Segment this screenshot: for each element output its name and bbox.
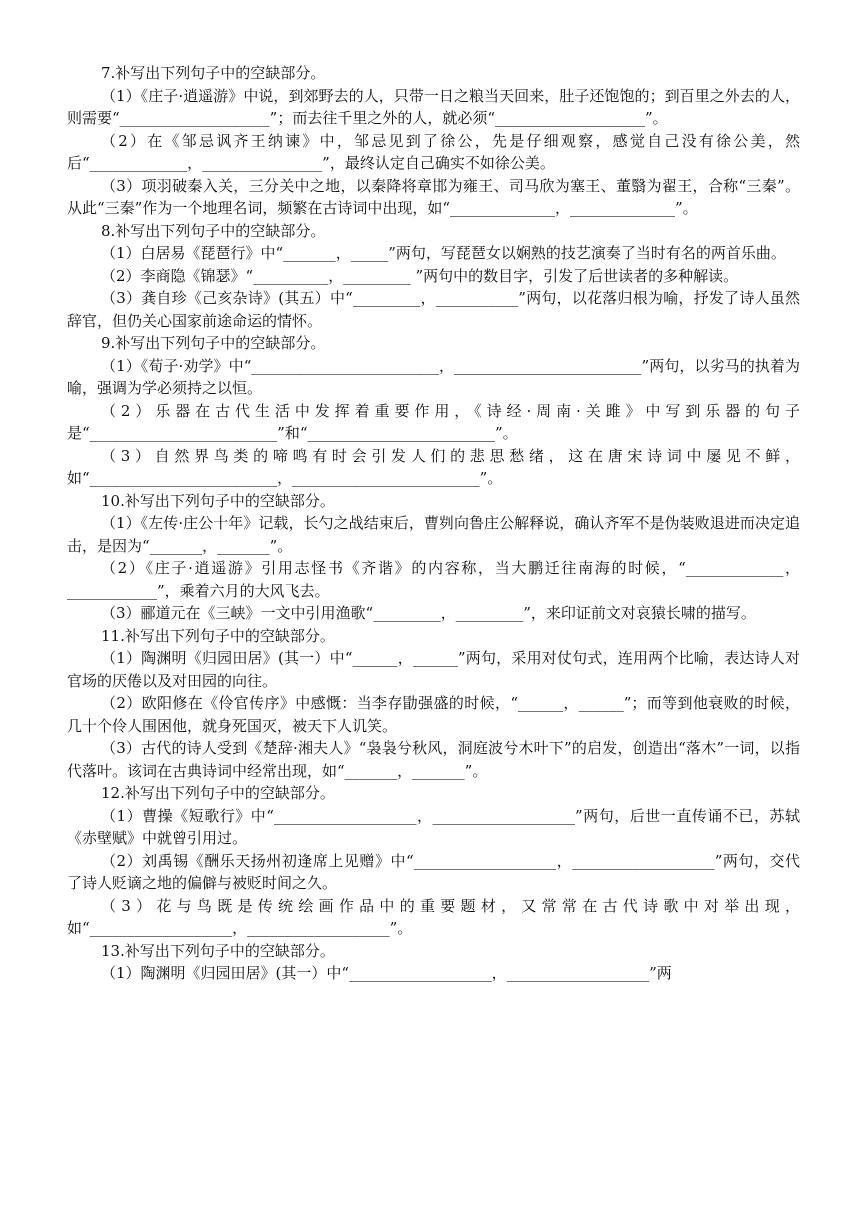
- question-heading: 13.补写出下列句子中的空缺部分。: [101, 941, 335, 960]
- question-13: [67, 940, 800, 985]
- question-7: [67, 62, 800, 220]
- question-11: [67, 625, 800, 783]
- question-item: （3）自然界鸟类的啼鸣有时会引发人们的悲思愁绪，这在唐宋诗词中屡见不鲜，如“_________________________，_________________________”。: [67, 446, 800, 487]
- question-item: （1）陶渊明《归园田居》(其一）中“___________________，___________________”两: [101, 964, 672, 982]
- question-10: [67, 490, 800, 625]
- question-item: （2）李商隐《锦瑟》“__________，_________ ”两句中的数目字，引发了后世读者的多种解读。: [101, 266, 739, 285]
- question-list: [67, 62, 800, 985]
- question-item: （2）《庄子·逍遥游》引用志怪书《齐谐》的内容称，当大鹏迁往南海的时候，“_____________，____________”，乘着六月的大风飞去。: [67, 559, 800, 600]
- question-item: （3）花与鸟既是传统绘画作品中的重要题材，又常常在古代诗歌中对举出现，如“___________________，___________________”。: [67, 896, 800, 937]
- question-item: （2）欧阳修在《伶官传序》中感慨：当李存勖强盛的时候，“______，______”；而等到他衰败的时候，几十个伶人围困他，就身死国灭，被天下人讥笑。: [67, 694, 800, 735]
- question-item: （3）古代的诗人受到《楚辞·湘夫人》“袅袅兮秋风，洞庭波兮木叶下”的启发，创造出“落木”一词，以指代落叶。该词在古典诗词中经常出现，如“_______，_______”。: [67, 739, 800, 780]
- question-item: （1）《左传·庄公十年》记载，长勺之战结束后，曹刿向鲁庄公解释说，确认齐军不是伪装败退进而决定追击，是因为“_______，_______”。: [67, 514, 800, 555]
- question-item: （1）《荀子·劝学》中“_________________________，_________________________”两句，以劣马的执着为喻，强调为学必须持之以恒。: [67, 356, 800, 397]
- question-heading: 12.补写出下列句子中的空缺部分。: [101, 784, 335, 802]
- question-8: [67, 220, 800, 333]
- question-item: （2）在《邹忌讽齐王纳谏》中，邹忌见到了徐公，先是仔细观察，感觉自己没有徐公美，然后“_____________，________________”，最终认定自己确实不如徐公美。: [67, 131, 800, 172]
- question-item: （3）郦道元在《三峡》一文中引用渔歌“_________，_________”，来印证前文对哀猿长啸的描写。: [101, 604, 756, 622]
- question-heading: 8.补写出下列句子中的空缺部分。: [101, 221, 326, 240]
- question-item: （1）《庄子·逍遥游》中说，到郊野去的人，只带一日之粮当天回来，肚子还饱饱的；到百里之外去的人，则需要“____________________”；而去往千里之外的人，就必须“____________________”。: [67, 86, 800, 127]
- question-item: （3）项羽破秦入关，三分关中之地，以秦降将章邯为雍王、司马欣为塞王、董翳为翟王，合称“三秦”。从此“三秦”作为一个地理名词，频繁在古诗词中出现，如“______________，______________”。: [67, 176, 800, 217]
- question-heading: 10.补写出下列句子中的空缺部分。: [101, 491, 335, 510]
- question-item: （3）龚自珍《己亥杂诗》(其五）中“_________，___________”两句，以花落归根为喻，抒发了诗人虽然辞官，但仍关心国家前途命运的情怀。: [67, 289, 800, 330]
- question-heading: 7.补写出下列句子中的空缺部分。: [101, 64, 326, 82]
- question-item: （1）曹操《短歌行》中“___________________，___________________”两句，后世一直传诵不已，苏轼《赤壁赋》中就曾引用过。: [67, 806, 800, 847]
- question-heading: 11.补写出下列句子中的空缺部分。: [101, 626, 335, 645]
- question-heading: 9.补写出下列句子中的空缺部分。: [101, 334, 326, 352]
- question-item: （1）白居易《琵琶行》中“_______，_____”两句，写琵琶女以娴熟的技艺演奏了当时有名的两首乐曲。: [101, 244, 786, 262]
- question-9: [67, 332, 800, 490]
- question-12: [67, 782, 800, 940]
- question-item: （2）刘禹锡《酬乐天扬州初逢席上见赠》中“___________________，___________________”两句，交代了诗人贬谪之地的偏僻与被贬时间之久。: [67, 851, 800, 892]
- question-item: （2）乐器在古代生活中发挥着重要作用，《诗经·周南·关雎》中写到乐器的句子是“_________________________”和“_________________________”。: [67, 401, 800, 442]
- question-item: （1）陶渊明《归园田居》(其一）中“______，______”两句，采用对仗句式，连用两个比喻，表达诗人对官场的厌倦以及对田园的向往。: [67, 649, 800, 690]
